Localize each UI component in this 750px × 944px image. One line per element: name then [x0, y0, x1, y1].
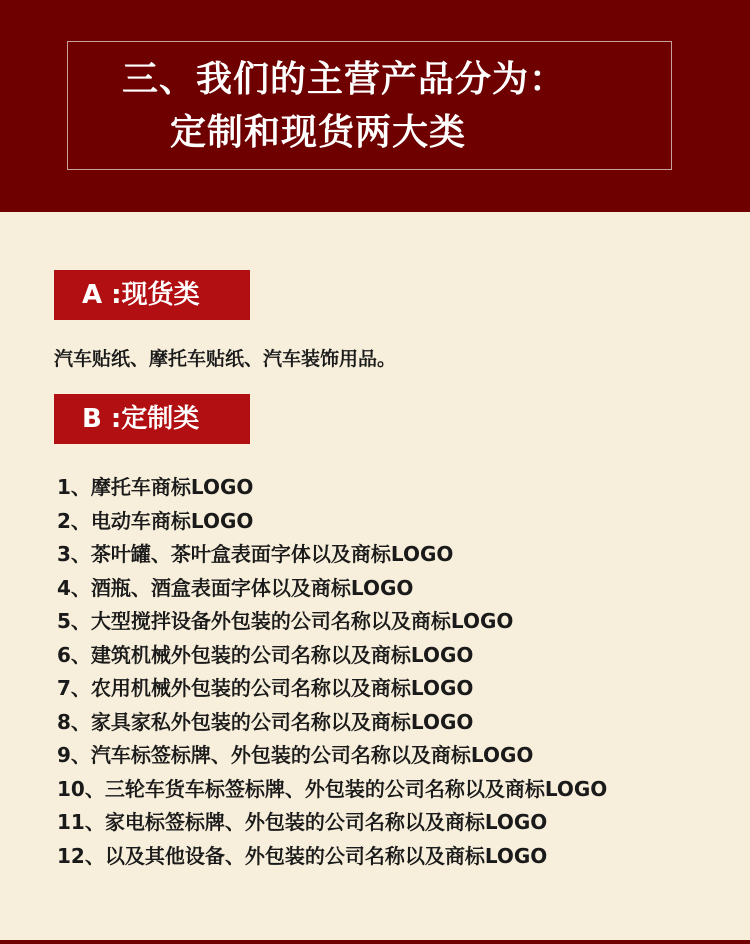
list-item: 1、摩托车商标LOGO	[57, 475, 254, 499]
list-item: 5、大型搅拌设备外包装的公司名称以及商标LOGO	[57, 609, 514, 633]
list-item: 6、建筑机械外包装的公司名称以及商标LOGO	[57, 642, 474, 667]
custom-product-list	[57, 471, 607, 873]
list-item: 2、电动车商标LOGO	[57, 508, 254, 533]
list-item: 3、茶叶罐、茶叶盒表面字体以及商标LOGO	[57, 542, 454, 566]
section-a-tag: A :现货类	[54, 270, 250, 320]
bottom-border	[0, 940, 750, 944]
section-b-tag: B :定制类	[54, 394, 250, 444]
list-item: 11、家电标签标牌、外包装的公司名称以及商标LOGO	[57, 810, 548, 834]
list-item: 9、汽车标签标牌、外包装的公司名称以及商标LOGO	[57, 743, 534, 767]
header-banner	[0, 0, 750, 212]
list-item: 7、农用机械外包装的公司名称以及商标LOGO	[57, 676, 474, 700]
page-title-line-1: 三、我们的主营产品分为：	[122, 59, 567, 100]
list-item: 4、酒瓶、酒盒表面字体以及商标LOGO	[57, 575, 414, 600]
page-title-line-2: 定制和现货两大类	[170, 112, 467, 153]
list-item: 12、以及其他设备、外包装的公司名称以及商标LOGO	[57, 843, 548, 868]
section-a-description: 汽车贴纸、摩托车贴纸、汽车装饰用品。	[54, 348, 397, 370]
list-item: 10、三轮车货车标签标牌、外包装的公司名称以及商标LOGO	[57, 776, 608, 801]
list-item: 8、家具家私外包装的公司名称以及商标LOGO	[57, 709, 474, 734]
